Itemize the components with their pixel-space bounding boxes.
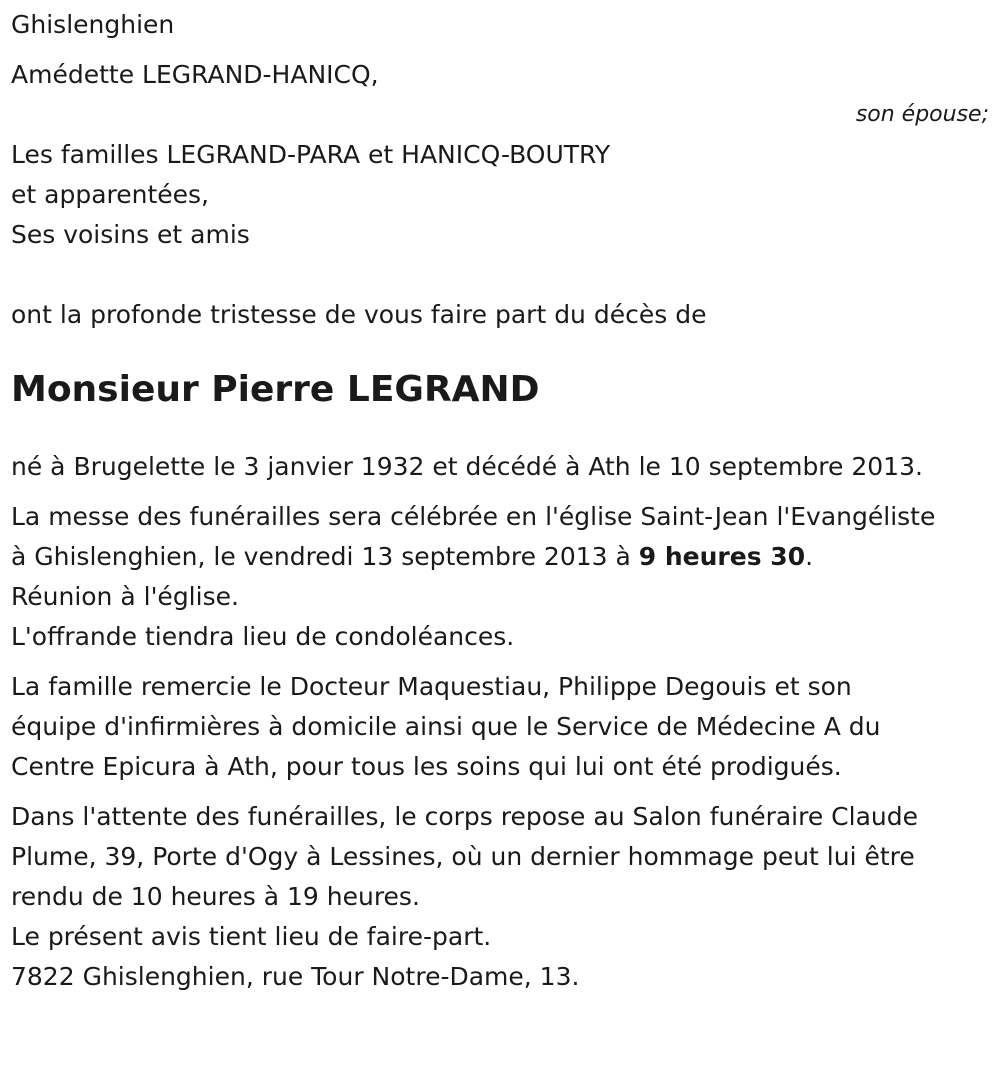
announcement-text: ont la profonde tristesse de vous faire part du décès de: [11, 300, 707, 329]
families-line-3: Ses voisins et amis: [11, 220, 250, 249]
obituary-notice: [11, 5, 991, 997]
rest-line-2: Plume, 39, Porte d'Ogy à Lessines, où un dernier hommage peut lui être: [11, 842, 915, 871]
offering-text: L'offrande tiendra lieu de condoléances.: [11, 622, 515, 651]
deceased-name: Monsieur Pierre LEGRAND: [11, 369, 540, 410]
rest-line-1: Dans l'attente des funérailles, le corps repose au Salon funéraire Claude: [11, 802, 918, 831]
birth-death-text: né à Brugelette le 3 janvier 1932 et décédé à Ath le 10 septembre 2013.: [11, 452, 923, 481]
thanks-line-1: La famille remercie le Docteur Maquestiau, Philippe Degouis et son: [11, 672, 852, 701]
mass-time: 9 heures 30: [638, 542, 806, 571]
rest-block: [11, 797, 991, 917]
spouse-name: Amédette LEGRAND-HANICQ,: [11, 60, 379, 89]
notice-text: Le présent avis tient lieu de faire-part.: [11, 922, 492, 951]
location-line: Ghislenghien: [11, 10, 175, 39]
thanks-line-2: équipe d'infirmières à domicile ainsi que le Service de Médecine A du: [11, 712, 881, 741]
meeting-text: Réunion à l'église.: [11, 582, 239, 611]
spouse-role-row: [11, 95, 991, 135]
families-line-1: Les familles LEGRAND-PARA et HANICQ-BOUTRY: [11, 140, 611, 169]
families-block: [11, 135, 991, 255]
mass-block: [11, 497, 991, 577]
mass-line-2-suffix: .: [805, 542, 814, 571]
thanks-block: [11, 667, 991, 787]
thanks-line-3: Centre Epicura à Ath, pour tous les soins qui lui ont été prodigués.: [11, 752, 842, 781]
mass-line-2-prefix: à Ghislenghien, le vendredi 13 septembre 2013 à: [11, 542, 639, 571]
families-line-2: et apparentées,: [11, 180, 209, 209]
rest-line-3: rendu de 10 heures à 19 heures.: [11, 882, 420, 911]
address-text: 7822 Ghislenghien, rue Tour Notre-Dame, 13.: [11, 962, 580, 991]
mass-line-1: La messe des funérailles sera célébrée en l'église Saint-Jean l'Evangéliste: [11, 502, 936, 531]
spouse-role: son épouse;: [855, 102, 989, 127]
mass-line-2: [11, 537, 991, 577]
